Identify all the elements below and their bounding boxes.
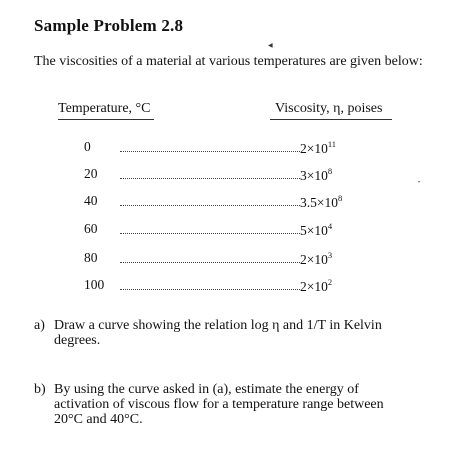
viscosity-header-rule <box>270 119 392 120</box>
dotted-leader <box>120 151 300 152</box>
question-b-label: b) <box>34 382 46 397</box>
question-b <box>34 382 439 427</box>
dotted-leader <box>120 262 300 263</box>
viscosity-cell: $3.5\times 10^8$ <box>300 193 343 210</box>
viscosity-cell: $2\times 10^2$ <box>300 277 333 294</box>
problem-title: Sample Problem 2.8 <box>34 16 184 35</box>
temperature-cell: 80 <box>84 250 98 265</box>
table-row <box>0 139 474 159</box>
table-row <box>0 221 474 241</box>
temperature-cell: 20 <box>84 166 98 181</box>
table-row <box>0 250 474 270</box>
temperature-cell: 40 <box>84 193 98 208</box>
temperature-column-header: Temperature, °C <box>58 101 151 116</box>
question-b-text-cont: 20°C and 40°C. <box>54 412 143 427</box>
dotted-leader <box>120 205 300 206</box>
problem-intro: The viscosities of a material at various temperatures are given below: <box>34 54 423 69</box>
table-row <box>0 193 474 213</box>
question-a <box>34 318 439 348</box>
temperature-header-rule <box>58 119 154 120</box>
viscosity-cell: $2\times 10^{11}$ <box>300 139 337 156</box>
temperature-cell: 60 <box>84 221 98 236</box>
viscosity-cell: $2\times 10^3$ <box>300 250 333 267</box>
question-a-label: a) <box>34 318 45 333</box>
viscosity-cell: $5\times 10^4$ <box>300 221 333 238</box>
question-b-text: By using the curve asked in (a), estimate the energy of <box>54 382 359 397</box>
question-a-text-cont: degrees. <box>54 333 101 348</box>
scan-speck-mark: • <box>418 180 421 186</box>
dotted-leader <box>120 178 300 179</box>
table-row <box>0 166 474 186</box>
dotted-leader <box>120 289 300 290</box>
temperature-cell: 100 <box>84 277 105 292</box>
viscosity-column-header: Viscosity, η, poises <box>275 101 383 116</box>
question-a-text: Draw a curve showing the relation log η and 1/T in Kelvin <box>54 318 382 333</box>
temperature-cell: 0 <box>84 139 91 154</box>
question-b-text-cont: activation of viscous flow for a temperature range between <box>54 397 384 412</box>
viscosity-cell: $3\times 10^8$ <box>300 166 333 183</box>
table-row <box>0 277 474 297</box>
scan-speck-mark: ◀ <box>268 43 273 49</box>
dotted-leader <box>120 233 300 234</box>
